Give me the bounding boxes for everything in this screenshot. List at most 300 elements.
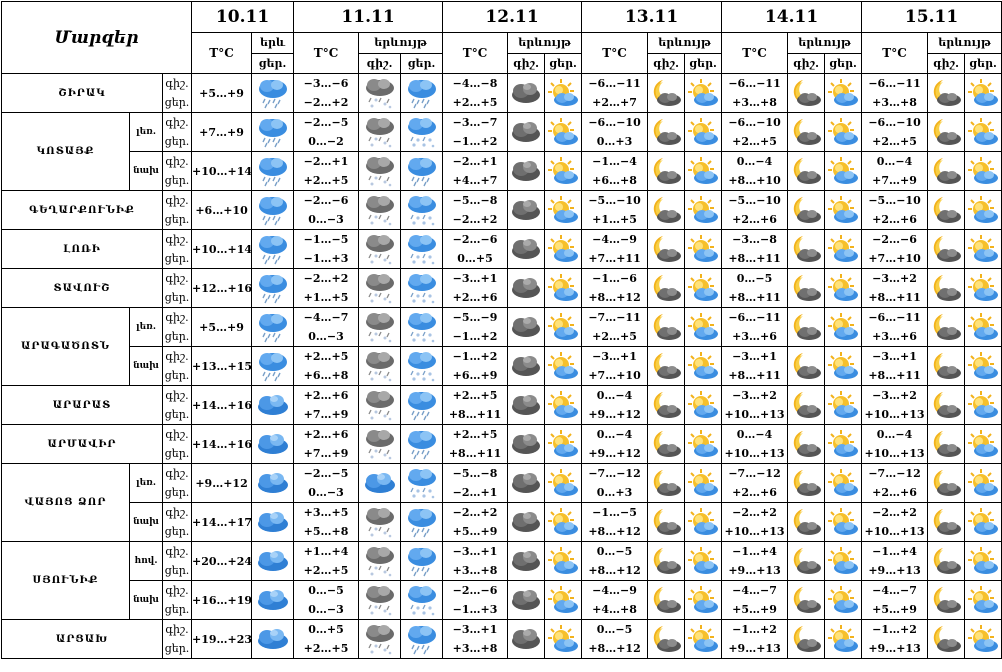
moon-icon [648, 308, 685, 347]
night-temperature: −3…+1 [732, 350, 777, 363]
sunpart-icon [685, 347, 722, 386]
day-subheader: ցեր. [401, 53, 443, 74]
period-labels [163, 191, 192, 230]
moon-icon [788, 620, 825, 659]
phenomenon-header: երևույթ [359, 33, 443, 54]
night-temperature: −3…+1 [452, 272, 498, 285]
temperature-cell [192, 386, 252, 425]
bluecloud-icon-graphic [256, 391, 290, 419]
moon-icon [928, 113, 965, 152]
night-temperature: −6…−11 [728, 311, 781, 324]
day-temperature: −1…+3 [303, 252, 349, 265]
sunpart-icon-graphic [687, 312, 719, 342]
sunpart-icon [825, 308, 862, 347]
sunpart-icon [825, 386, 862, 425]
rain-icon-graphic [405, 623, 439, 655]
sunpart-icon [545, 113, 582, 152]
snowcloud-icon-graphic [363, 116, 397, 148]
day-temperature: +9…+13 [728, 564, 781, 577]
sunpart-icon [685, 620, 722, 659]
sunpart-icon-graphic [547, 234, 579, 264]
moon-icon [928, 503, 965, 542]
period-labels [163, 347, 192, 386]
snowrain-icon-graphic [405, 584, 439, 616]
region-name: ԳԵՂԱՐՔՈՒՆԻՔ [2, 191, 163, 230]
day-temperature: +2…+5 [303, 564, 349, 577]
sunpart-icon [685, 425, 722, 464]
rain-icon-graphic [256, 116, 290, 148]
moon-icon-graphic [930, 312, 962, 342]
night-label: գիշ. [165, 155, 189, 168]
day-temperature: 0…+3 [596, 486, 633, 499]
darkcloud-icon [508, 113, 545, 152]
sunpart-icon-graphic [547, 624, 579, 654]
day-temperature: −2…+2 [303, 96, 349, 109]
day-temperature: −1…+2 [452, 330, 498, 343]
sunpart-icon [685, 542, 722, 581]
temperature-cell [862, 347, 928, 386]
night-temperature: −4…−9 [592, 233, 637, 246]
bluecloud-icon-graphic [256, 430, 290, 458]
temperature-cell [862, 230, 928, 269]
temperature-cell [443, 581, 508, 620]
day-label: ցեր. [164, 408, 190, 421]
day-temperature: 0…+5 [457, 252, 493, 265]
bluecloud-icon-graphic [256, 547, 290, 575]
night-label: գիշ. [165, 389, 189, 402]
moon-icon-graphic [930, 78, 962, 108]
day-temperature: +8…+12 [588, 291, 641, 304]
rain-icon-graphic [256, 233, 290, 265]
night-subheader: գիշ. [788, 53, 825, 74]
night-temperature: −3…+1 [592, 350, 637, 363]
moon-icon-graphic [650, 273, 682, 303]
night-temperature: +10…+14 [192, 164, 253, 178]
day-temperature: +8…+11 [728, 291, 781, 304]
moon-icon [788, 542, 825, 581]
temperature-cell [294, 113, 359, 152]
sunpart-icon-graphic [967, 624, 999, 654]
moon-icon-graphic [650, 507, 682, 537]
temperature-cell [443, 620, 508, 659]
night-temperature: −1…−5 [303, 233, 349, 246]
sunpart-icon-graphic [687, 390, 719, 420]
sunpart-icon [825, 503, 862, 542]
sunpart-icon-graphic [687, 78, 719, 108]
sunpart-icon [825, 113, 862, 152]
sunpart-icon [825, 152, 862, 191]
sunpart-icon [545, 503, 582, 542]
day-subheader: ցեր. [825, 53, 862, 74]
temperature-cell [294, 386, 359, 425]
sunpart-icon [965, 308, 1002, 347]
darkcloud-icon [508, 347, 545, 386]
night-temperature: −4…−7 [872, 584, 917, 597]
night-temperature: +14…+17 [192, 515, 253, 529]
sunpart-icon-graphic [827, 624, 859, 654]
moon-icon [928, 464, 965, 503]
sunpart-icon [545, 425, 582, 464]
night-temperature: −3…−6 [303, 77, 349, 90]
night-label: գիշ. [165, 116, 189, 129]
darkcloud-icon [508, 581, 545, 620]
sunpart-icon [965, 464, 1002, 503]
rain-icon-graphic [405, 155, 439, 187]
bluecloud-icon-graphic [363, 469, 397, 497]
period-labels [163, 230, 192, 269]
night-temperature: 0…+5 [308, 623, 344, 636]
sunpart-icon-graphic [967, 351, 999, 381]
day-temperature: +8…+12 [588, 564, 641, 577]
day-subheader: ցեր. [965, 53, 1002, 74]
temperature-cell [862, 503, 928, 542]
day-temperature: −2…+1 [452, 486, 498, 499]
period-labels [163, 425, 192, 464]
moon-icon [648, 464, 685, 503]
day-label: ցեր. [164, 642, 190, 655]
night-temperature: −6…−11 [868, 77, 921, 90]
date-header: 12.11 [443, 2, 582, 33]
moon-icon [928, 386, 965, 425]
period-labels [163, 620, 192, 659]
day-temperature: +2…+7 [592, 96, 637, 109]
darkcloud-icon [508, 503, 545, 542]
night-temperature: +16…+19 [192, 593, 253, 607]
moon-icon [788, 74, 825, 113]
night-label: գիշ. [165, 428, 189, 441]
moon-icon-graphic [650, 390, 682, 420]
night-temperature: −4…−7 [303, 311, 349, 324]
night-temperature: 0…−4 [876, 428, 913, 441]
darkcloud-icon [508, 74, 545, 113]
day-temperature: +6…+8 [592, 174, 637, 187]
day-label: ցեր. [164, 135, 190, 148]
temperature-cell [722, 152, 788, 191]
sunpart-icon [545, 269, 582, 308]
region-name: ԿՈՏԱՅՔ [2, 113, 130, 191]
subregion-label: լեռ. [130, 113, 163, 152]
region-name: ԱՐՄԱՎԻՐ [2, 425, 163, 464]
darkcloud-icon [508, 191, 545, 230]
moon-icon-graphic [790, 546, 822, 576]
night-temperature: +2…+5 [303, 350, 349, 363]
night-temperature: −2…−6 [452, 233, 498, 246]
sunpart-icon-graphic [547, 351, 579, 381]
moon-icon-graphic [650, 234, 682, 264]
sunpart-icon [965, 152, 1002, 191]
temperature-cell [192, 542, 252, 581]
temperature-cell [862, 425, 928, 464]
bluecloud-icon [252, 581, 294, 620]
sunpart-icon-graphic [967, 507, 999, 537]
day-temperature: +8…+12 [588, 642, 641, 655]
temperature-cell [443, 347, 508, 386]
night-temperature: −6…−11 [588, 77, 641, 90]
temperature-cell [294, 230, 359, 269]
snowcloud-icon-graphic [363, 623, 397, 655]
rain-icon [252, 191, 294, 230]
day-temperature: +6…+9 [452, 369, 498, 382]
moon-icon [928, 347, 965, 386]
sunpart-icon-graphic [827, 468, 859, 498]
night-subheader: գիշ. [359, 53, 401, 74]
night-temperature: −5…−9 [452, 311, 498, 324]
darkcloud-icon-graphic [510, 275, 542, 301]
temperature-cell [443, 464, 508, 503]
darkcloud-icon [508, 230, 545, 269]
sunpart-icon [965, 425, 1002, 464]
sunpart-icon [965, 620, 1002, 659]
night-temperature: −2…+2 [452, 506, 498, 519]
night-temperature: +20…+24 [192, 554, 253, 568]
night-temperature: −1…+2 [872, 623, 917, 636]
temperature-cell [192, 191, 252, 230]
snowcloud-icon [359, 152, 401, 191]
moon-icon-graphic [930, 624, 962, 654]
temperature-cell [582, 191, 648, 230]
period-labels [163, 581, 192, 620]
darkcloud-icon-graphic [510, 314, 542, 340]
sunpart-icon-graphic [547, 273, 579, 303]
snowcloud-icon-graphic [363, 584, 397, 616]
temperature-cell [294, 347, 359, 386]
night-subheader: գիշ. [648, 53, 685, 74]
sunpart-icon [545, 191, 582, 230]
temperature-cell [192, 464, 252, 503]
night-temperature: +6…+10 [195, 203, 248, 217]
day-temperature: +8…+11 [448, 408, 502, 421]
period-labels [163, 269, 192, 308]
temperature-cell [294, 191, 359, 230]
sunpart-icon [685, 191, 722, 230]
night-label: գիշ. [165, 545, 189, 558]
sunpart-icon-graphic [967, 468, 999, 498]
region-header: Մարզեր [2, 2, 192, 74]
night-temperature: −2…+2 [872, 506, 917, 519]
moon-icon-graphic [790, 117, 822, 147]
day-temperature: 0…−3 [308, 603, 344, 616]
sunpart-icon-graphic [687, 585, 719, 615]
sunpart-icon-graphic [827, 429, 859, 459]
rain-icon-graphic [256, 194, 290, 226]
darkcloud-icon-graphic [510, 587, 542, 613]
night-temperature: −2…−5 [303, 116, 349, 129]
temperature-cell [294, 464, 359, 503]
temperature-cell [192, 503, 252, 542]
darkcloud-icon [508, 269, 545, 308]
sunpart-icon-graphic [687, 507, 719, 537]
night-temperature: 0…−5 [308, 584, 344, 597]
sunpart-icon-graphic [547, 312, 579, 342]
day-temperature: +4…+7 [452, 174, 498, 187]
sunpart-icon [685, 464, 722, 503]
table-row [2, 113, 1002, 152]
temperature-cell [722, 230, 788, 269]
moon-icon-graphic [650, 546, 682, 576]
moon-icon-graphic [650, 468, 682, 498]
phenomenon-header: երևույթ [508, 33, 582, 54]
temperature-cell [192, 425, 252, 464]
day-temperature: +2…+5 [732, 135, 777, 148]
temperature-cell [862, 152, 928, 191]
day-temperature: +9…+12 [588, 408, 641, 421]
day-temperature: +8…+11 [868, 369, 921, 382]
sunpart-icon-graphic [547, 156, 579, 186]
day-label: ցեր. [164, 252, 190, 265]
sunpart-icon [825, 620, 862, 659]
subregion-label: նախ [130, 152, 163, 191]
day-temperature: +2…+5 [872, 135, 917, 148]
night-temperature: −3…+2 [732, 389, 777, 402]
table-row [2, 191, 1002, 230]
night-temperature: −2…+2 [303, 272, 349, 285]
temperature-cell [722, 503, 788, 542]
night-temperature: +12…+16 [192, 281, 253, 295]
temperature-cell [862, 464, 928, 503]
temperature-cell [443, 191, 508, 230]
temperature-cell [294, 581, 359, 620]
sunpart-icon-graphic [967, 117, 999, 147]
darkcloud-icon-graphic [510, 431, 542, 457]
day-temperature: +5…+8 [303, 525, 349, 538]
day-temperature: +6…+8 [303, 369, 349, 382]
snowcloud-icon [359, 386, 401, 425]
rain-icon-graphic [405, 389, 439, 421]
temperature-cell [443, 74, 508, 113]
sunpart-icon [965, 542, 1002, 581]
snowcloud-icon [359, 620, 401, 659]
sunpart-icon-graphic [967, 390, 999, 420]
rain-icon [252, 113, 294, 152]
moon-icon-graphic [930, 117, 962, 147]
day-temperature: +8…+12 [588, 525, 641, 538]
moon-icon [788, 347, 825, 386]
day-label: ցեր. [164, 96, 190, 109]
sunpart-icon [685, 152, 722, 191]
sunpart-icon-graphic [967, 585, 999, 615]
temperature-cell [722, 581, 788, 620]
sunpart-icon-graphic [827, 117, 859, 147]
rain-icon-graphic [256, 155, 290, 187]
phenomenon-header: երևույթ [928, 33, 1002, 54]
sunpart-icon [825, 464, 862, 503]
table-row [2, 581, 1002, 620]
temp-header: T°C [294, 33, 359, 74]
day-temperature: 0…−2 [308, 135, 344, 148]
night-temperature: −7…−12 [868, 467, 921, 480]
night-temperature: +1…+4 [303, 545, 349, 558]
rain-icon-graphic [405, 506, 439, 538]
darkcloud-icon [508, 386, 545, 425]
moon-icon [928, 74, 965, 113]
sunpart-icon [825, 230, 862, 269]
snowcloud-icon [359, 113, 401, 152]
moon-icon-graphic [650, 195, 682, 225]
day-subheader: ցեր. [252, 53, 294, 74]
night-temperature: 0…−4 [596, 428, 633, 441]
darkcloud-icon [508, 464, 545, 503]
night-temperature: +2…+6 [303, 389, 349, 402]
temperature-cell [582, 347, 648, 386]
rain-icon-graphic [405, 428, 439, 460]
darkcloud-icon [508, 425, 545, 464]
moon-icon [648, 503, 685, 542]
darkcloud-icon-graphic [510, 236, 542, 262]
temperature-cell [722, 542, 788, 581]
moon-icon [928, 308, 965, 347]
moon-icon [788, 269, 825, 308]
temperature-cell [443, 386, 508, 425]
moon-icon [648, 620, 685, 659]
sunpart-icon [965, 230, 1002, 269]
day-temperature: +7…+9 [872, 174, 917, 187]
moon-icon [788, 152, 825, 191]
moon-icon-graphic [790, 234, 822, 264]
day-temperature: +9…+12 [588, 447, 641, 460]
snowcloud-icon-graphic [363, 272, 397, 304]
date-header: 15.11 [862, 2, 1002, 33]
snowrain-icon [401, 230, 443, 269]
snowrain-icon [401, 191, 443, 230]
darkcloud-icon-graphic [510, 158, 542, 184]
region-name: ԱՐՑԱԽ [2, 620, 163, 659]
moon-icon-graphic [650, 429, 682, 459]
day-temperature: +3…+8 [452, 642, 498, 655]
snowcloud-icon-graphic [363, 389, 397, 421]
phenomenon-header: երևույթ [788, 33, 862, 54]
sunpart-icon [965, 347, 1002, 386]
night-label: գիշ. [165, 350, 189, 363]
temperature-cell [294, 152, 359, 191]
sunpart-icon-graphic [827, 585, 859, 615]
region-name: ՍՅՈՒՆԻՔ [2, 542, 130, 620]
night-temperature: +7…+9 [199, 125, 244, 139]
forecast-body [2, 74, 1002, 659]
sunpart-icon-graphic [827, 273, 859, 303]
temperature-cell [192, 581, 252, 620]
snowcloud-icon [359, 74, 401, 113]
night-temperature: −6…−10 [588, 116, 641, 129]
snowcloud-icon-graphic [363, 77, 397, 109]
night-temperature: −2…+1 [303, 155, 349, 168]
day-temperature: −1…+2 [452, 135, 498, 148]
darkcloud-icon-graphic [510, 392, 542, 418]
snowcloud-icon [359, 581, 401, 620]
moon-icon [928, 425, 965, 464]
rain-icon [252, 269, 294, 308]
sunpart-icon-graphic [827, 234, 859, 264]
sunpart-icon [825, 347, 862, 386]
day-temperature: +1…+5 [592, 213, 637, 226]
moon-icon-graphic [790, 624, 822, 654]
temperature-cell [862, 542, 928, 581]
moon-icon-graphic [790, 273, 822, 303]
day-temperature: +3…+6 [732, 330, 777, 343]
sunpart-icon [685, 386, 722, 425]
night-label: գիշ. [165, 77, 189, 90]
period-labels [163, 542, 192, 581]
night-temperature: +14…+16 [192, 398, 253, 412]
region-name: ՏԱՎՈՒՇ [2, 269, 163, 308]
moon-icon-graphic [650, 78, 682, 108]
moon-icon-graphic [930, 351, 962, 381]
sunpart-icon [545, 620, 582, 659]
snowcloud-icon-graphic [363, 506, 397, 538]
temperature-cell [582, 464, 648, 503]
night-temperature: +2…+6 [303, 428, 349, 441]
moon-icon-graphic [930, 546, 962, 576]
temperature-cell [582, 581, 648, 620]
